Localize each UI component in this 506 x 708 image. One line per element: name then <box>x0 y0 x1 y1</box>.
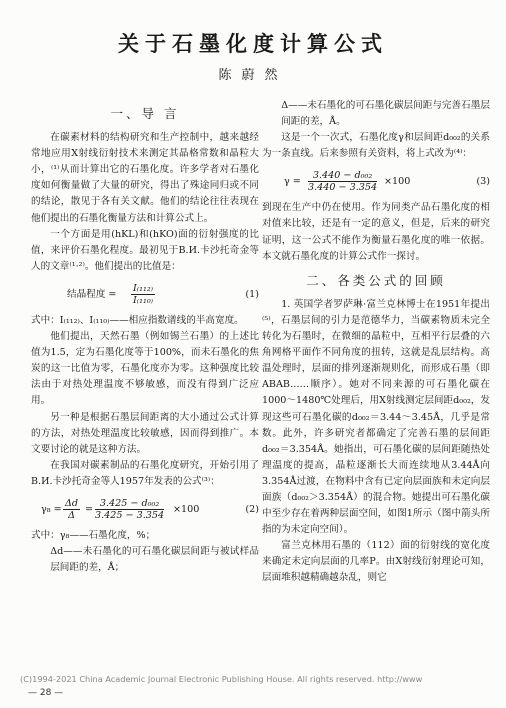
paragraph: Δ——未石墨化的可石墨化碳层间距与完善石墨层间距的差，Å。 <box>281 100 490 128</box>
equation-number: (2) <box>245 503 259 515</box>
equation-number: (1) <box>245 288 259 300</box>
paragraph: 一个方面是用(hKL)和(hKO)面的衍射强度的比值，来评价石墨化程度。最初见于B.И.卡沙托奇金等人的文章⁽¹·²⁾。他们提出的比值是： <box>31 228 259 272</box>
formula-fraction <box>63 498 80 521</box>
paragraph: 1. 英国学者罗萨琳·富兰克林博士在1951年提出⁽⁵⁾，石墨层间的引力是范德华力，当碳素物质未完全转化为石墨时，在微细的晶粒中，互相平行层叠的六角网格平面作不同角度的扭转，这就是乱层结构。高温处理时，层面的排列逐渐规则化，而形成石墨（即ABAB……顺序）。她对不同来源的可石墨化碳在1000～1480℃处理后，用X射线测定层间距d₀₀₂，发现这些可石墨化碳的d₀₀₂＝3.44～3.45Å，几乎是常数。此外，许多研究者都确定了完善石墨的层间距d₀₀₂＝3.354Å。她指出，可石墨化碳的层间距随热处理温度的提高，晶粒逐渐长大而连续地从3.44Å向3.354Å过渡，在物料中含有已定向层面族和未定向层面族（d₀₀₂＞3.354Å）的混合物。她提出可石墨化碳中至少存在着两种层面空间，如图1所示（图中箭头所指的为未定向空间）。 <box>262 298 490 536</box>
formula-tail: ×100 <box>173 503 200 515</box>
formula-tail: ×100 <box>384 176 411 188</box>
right-column <box>262 98 490 587</box>
paragraph: 在我国对碳素制品的石墨化度研究，开始引用了B.И.卡沙托奇金等人1957年发表的公式⁽³⁾： <box>31 459 259 487</box>
paragraph: 他们提出，天然石墨（例如锡兰石墨）的上述比值为1.5，定为石墨化度等于100%，而未石墨化的焦炭的这一比值为零，石墨化度亦为零。这种强度比较法由于对热处理温度不够敏感，而没有得到广泛应用。 <box>31 331 259 407</box>
left-column <box>31 98 259 576</box>
section-heading-intro: 一、导 言 <box>110 106 180 121</box>
formula-lhs: γ₈ = <box>41 503 62 515</box>
formula-denominator: Δ <box>68 509 75 521</box>
formula-fraction <box>95 498 164 521</box>
paragraph: 这是一个一次式，石墨化度γ和层间距d₀₀₂的关系为一条直线。后来参照有关资料，将上式改为⁽⁴⁾： <box>262 132 490 160</box>
formula-lhs: γ = <box>284 176 301 188</box>
section-heading-review: 二、各类公式的回顾 <box>306 272 446 288</box>
formula-numerator: 3.425 − d₀₀₂ <box>95 498 164 510</box>
paragraph: 式中：γ₈——石墨化度，%； <box>31 529 156 541</box>
page-number: — 28 — <box>28 688 64 698</box>
formula-2: γ₈ = $\frac{\Delta d}{\Delta}$ = $\frac{\text{3.425 − d₀₀₂}}{3.425 - 3.354}$ ×100 (2) <box>41 497 259 521</box>
paragraph: Δd——未石墨化的可石墨化碳层间距与被试样品层间距的差，Å； <box>50 546 259 574</box>
author: 陈蔚然 <box>218 68 288 83</box>
equation-number: (3) <box>476 176 490 188</box>
formula-denominator: 3.440 − 3.354 <box>308 182 378 194</box>
copyright-footer: (C)1994-2021 China Academic Journal Electronic Publishing House. All rights reserved. http://www <box>20 674 423 684</box>
formula-numerator: 3.440 − d₀₀₂ <box>308 170 377 182</box>
paragraph: 富兰克林用石墨的（112）面的衍射线的宽化度来确定未定向层面的几率P。由X射线衍射理论可知，层面堆积越精确越杂乱，则它 <box>262 540 490 584</box>
formula-fraction <box>308 170 377 193</box>
formula-numerator: I₍₁₁₂₎ <box>133 282 154 294</box>
formula-3 <box>262 170 490 192</box>
paragraph: 到现在生产中仍在使用。作为同类产品石墨化度的相对值来比较，还是有一定的意义，但是，后来的研究证明，这一公式不能作为衡量石墨化度的唯一依据。本文就石墨化度的计算公式作一探讨。 <box>262 202 490 262</box>
page-title: 关于石墨化度计算公式 <box>118 31 388 56</box>
formula-fraction <box>131 283 155 306</box>
formula-denominator: 3.425 − 3.354 <box>95 509 165 521</box>
formula-denominator: I₍₁₁₀₎ <box>133 294 154 306</box>
paragraph: 另一种是根据石墨层间距离的大小通过公式计算的方法，对热处理温度比较敏感，因而得到推广。本文要讨论的就是这种方法。 <box>31 411 259 455</box>
formula-numerator: Δd <box>65 497 79 509</box>
formula-lhs: 结晶程度 = <box>67 288 117 300</box>
paragraph: 在碳素材料的结构研究和生产控制中，越来越经常地应用X射线衍射技术来测定其晶格常数和晶粒大小，⁽¹⁾从而计算出它的石墨化度。许多学者对石墨化度如何衡量做了大量的研究，得出了殊途同归或不同的结论，散见于各有关文献。他们的结论往往表现在他们提出的石墨化衡量方法和计算公式上。 <box>31 132 259 224</box>
paragraph: 式中：I₍₁₁₂₎、I₍₁₁₀₎——相应指数谱线的半高宽度。 <box>31 314 244 326</box>
formula-1 <box>31 283 259 305</box>
